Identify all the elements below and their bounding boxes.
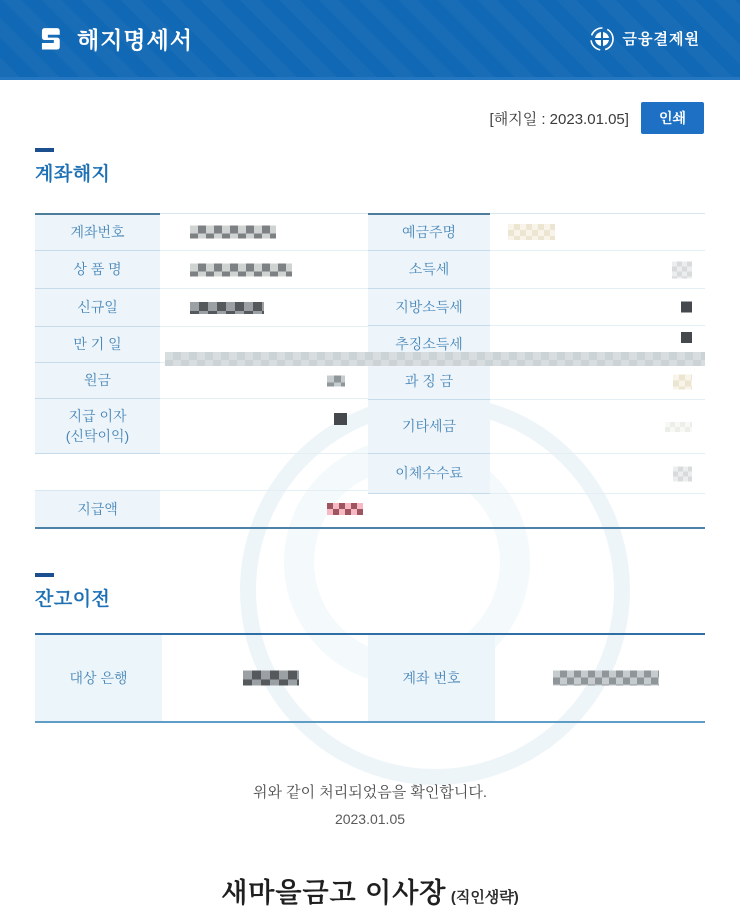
row-label <box>368 494 490 529</box>
row-value <box>490 289 705 326</box>
account-close-table <box>35 213 705 529</box>
account-close-title: 계좌해지 <box>35 164 111 185</box>
redacted-value <box>190 263 292 276</box>
signature-line <box>0 871 740 910</box>
row-value <box>490 454 705 494</box>
row-value <box>490 364 705 400</box>
section-dash <box>35 573 54 577</box>
row-value <box>160 454 368 491</box>
redacted-value <box>327 503 363 515</box>
print-button[interactable]: 인쇄 <box>641 102 704 134</box>
confirmation-date: 2023.01.05 <box>334 811 406 827</box>
redacted-value <box>327 375 345 386</box>
redacted-value <box>672 261 692 278</box>
table-row <box>368 454 705 494</box>
account-number-value <box>495 635 705 721</box>
table-row <box>368 494 705 529</box>
redacted-value <box>334 413 347 425</box>
table-right-half <box>368 213 705 529</box>
org-brand <box>589 26 700 52</box>
redacted-value <box>665 422 692 432</box>
balance-transfer-section <box>0 573 740 723</box>
row-value <box>490 251 705 289</box>
section-dash <box>35 148 54 152</box>
row-value <box>160 491 368 529</box>
balance-transfer-table <box>35 633 705 723</box>
signer-name: 새마을금고 이사장 <box>221 878 447 908</box>
bank-value <box>162 635 368 721</box>
table-row <box>35 213 368 251</box>
row-label: 지급 이자 (신탁이익) <box>35 399 160 454</box>
footer <box>0 781 740 910</box>
row-label: 지방소득세 <box>368 289 490 326</box>
table-row <box>368 364 705 400</box>
row-label: 원금 <box>35 363 160 399</box>
row-value <box>490 213 705 251</box>
row-label <box>35 454 160 491</box>
row-label: 과 징 금 <box>368 364 490 400</box>
row-value <box>160 399 368 454</box>
redacted-bar <box>165 352 705 366</box>
redacted-value <box>190 302 264 314</box>
row-label: 만 기 일 <box>35 327 160 363</box>
row-label: 추징소득세 <box>368 326 490 364</box>
row-value <box>490 494 705 529</box>
redacted-value <box>190 226 276 239</box>
table-left-half <box>35 213 368 529</box>
row-label: 계좌번호 <box>35 213 160 251</box>
page-title: 해지명세서 <box>77 27 194 53</box>
kftc-logo-icon <box>589 26 615 52</box>
brand <box>36 22 193 55</box>
table-row <box>368 400 705 454</box>
row-value <box>160 363 368 399</box>
toolbar <box>0 80 740 134</box>
bank-label: 대상 은행 <box>35 635 162 721</box>
row-label: 예금주명 <box>368 213 490 251</box>
row-label: 지급액 <box>35 491 160 529</box>
row-label: 소득세 <box>368 251 490 289</box>
org-name: 금융결제원 <box>622 31 700 48</box>
row-value <box>490 400 705 454</box>
table-row <box>35 289 368 327</box>
close-date-text: [해지일 : 2023.01.05] <box>489 110 629 128</box>
table-row <box>368 251 705 289</box>
row-value <box>160 251 368 289</box>
row-label: 기타세금 <box>368 400 490 454</box>
row-label: 이체수수료 <box>368 454 490 494</box>
account-close-section <box>0 148 740 529</box>
row-label: 상 품 명 <box>35 251 160 289</box>
confirmation-text: 위와 같이 처리되었음을 확인합니다. <box>252 784 488 801</box>
redacted-value <box>553 671 659 686</box>
row-value <box>160 213 368 251</box>
redacted-value <box>508 224 555 240</box>
account-number-label: 계좌 번호 <box>368 635 495 721</box>
table-row <box>35 491 368 529</box>
table-row <box>368 289 705 326</box>
table-row <box>35 399 368 454</box>
redacted-value <box>681 302 692 313</box>
redacted-value <box>673 374 692 389</box>
seal-omitted-note: (직인생략) <box>450 889 519 906</box>
table-row <box>35 363 368 399</box>
row-label: 신규일 <box>35 289 160 327</box>
header-bar <box>0 0 740 80</box>
table-row <box>368 213 705 251</box>
redacted-value <box>681 332 692 343</box>
redacted-value <box>673 466 692 481</box>
table-row <box>35 454 368 491</box>
row-value <box>160 289 368 327</box>
balance-transfer-title: 잔고이전 <box>35 589 111 610</box>
mg-logo-icon <box>36 24 66 54</box>
redacted-value <box>243 671 299 686</box>
table-row <box>35 251 368 289</box>
